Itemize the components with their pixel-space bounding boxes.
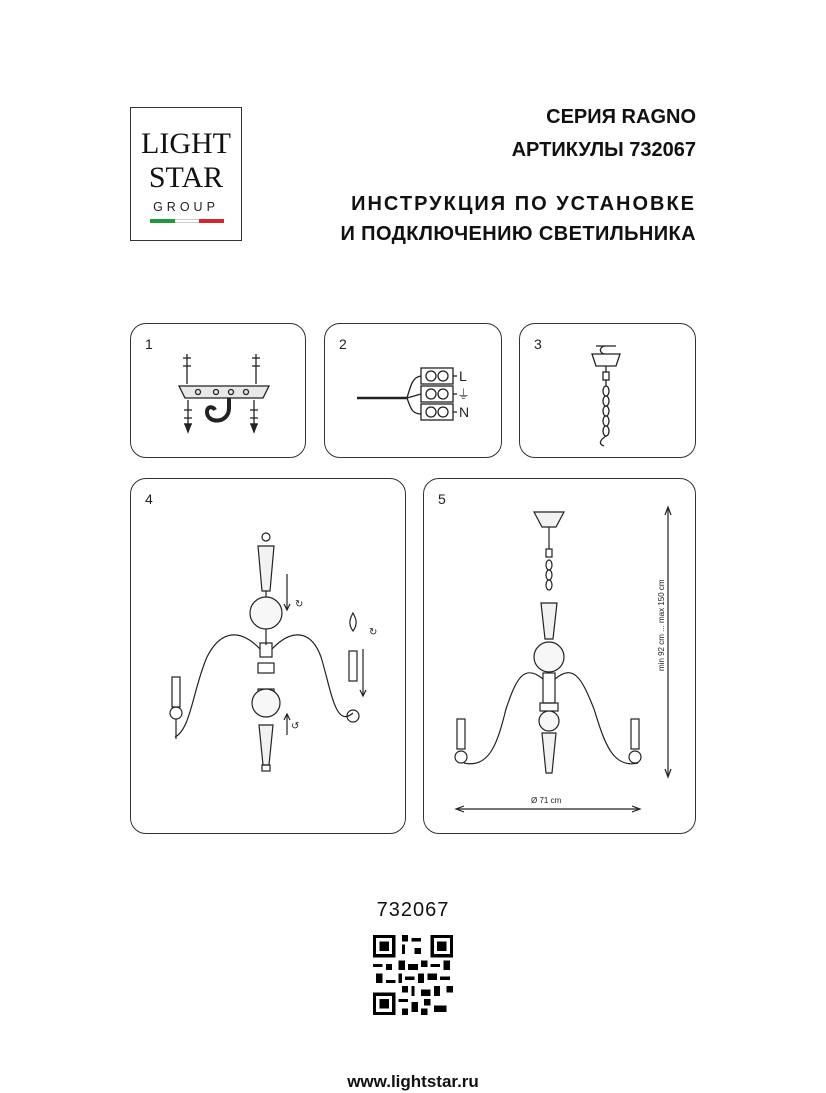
height-dimension-label: min 92 cm ... max 150 cm (657, 579, 666, 671)
canopy-chain-illustration (520, 324, 697, 459)
model-number: 732067 (376, 899, 450, 921)
label-neutral: N (459, 404, 470, 420)
step-number: 1 (145, 336, 153, 352)
instruction-title-line-2: И ПОДКЛЮЧЕНИЮ СВЕТИЛЬНИКА (340, 223, 696, 245)
label-earth: ⏚ (457, 388, 471, 403)
qr-code (373, 935, 453, 1015)
instruction-title-line-1: ИНСТРУКЦИЯ ПО УСТАНОВКЕ (351, 193, 696, 215)
step-number: 5 (438, 491, 446, 507)
step-2-panel (324, 323, 502, 458)
chandelier-assembly-illustration (131, 479, 407, 835)
step-number: 4 (145, 491, 153, 507)
logo-line-star: STAR (148, 161, 224, 194)
svg-text:↻: ↻ (369, 627, 378, 638)
step-5-panel (423, 478, 696, 834)
svg-text:↻: ↻ (295, 599, 304, 610)
logo-line-light: LIGHT (141, 127, 231, 160)
diameter-dimension-label: Ø 71 cm (531, 796, 562, 805)
logo-line-group: GROUP (153, 200, 219, 214)
series-title: СЕРИЯ RAGNO (546, 106, 696, 128)
assembled-chandelier-illustration (424, 479, 697, 835)
terminal-block-illustration (325, 324, 503, 459)
italian-flag-stripe (150, 219, 224, 223)
step-number: 3 (534, 336, 542, 352)
step-4-panel (130, 478, 406, 834)
step-3-panel (519, 323, 696, 458)
label-line: L (459, 368, 467, 384)
svg-text:↺: ↺ (291, 721, 300, 732)
step-1-panel (130, 323, 306, 458)
mounting-bracket-illustration (131, 324, 307, 459)
lightstar-logo (130, 107, 242, 241)
website-link[interactable]: www.lightstar.ru (347, 1072, 479, 1091)
article-numbers: АРТИКУЛЫ 732067 (511, 139, 696, 161)
step-number: 2 (339, 336, 347, 352)
